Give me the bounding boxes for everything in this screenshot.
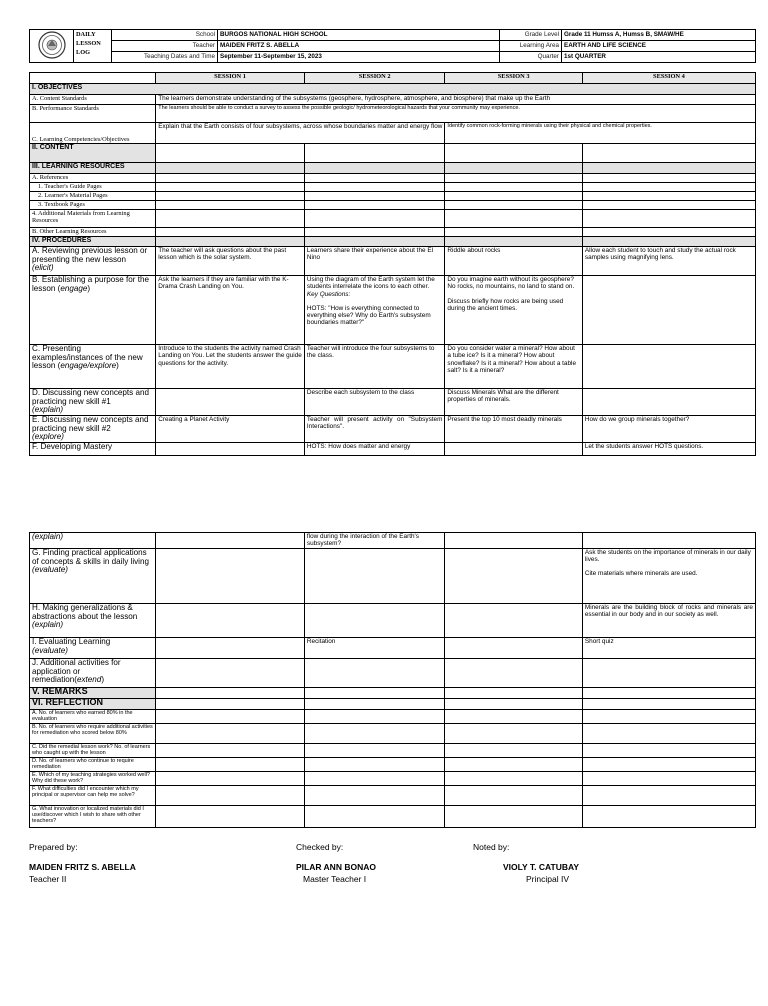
title-line-1: DAILY [76,31,96,38]
session-4-header: SESSION 4 [582,73,755,84]
resources-heading: III. LEARNING RESOURCES [30,163,156,174]
proc-a-label: A. Reviewing previous lesson or presenting the new lesson (elicit) [30,247,156,276]
proc-g-label: G. Finding practical applications of concepts & skills in daily living (evaluate) [30,549,156,604]
school-seal [30,30,74,63]
prepared-by-label: Prepared by: [29,842,78,852]
proc-a-s1: The teacher will ask questions about the past lesson which is the solar system. [156,247,305,276]
dates-label: Teaching Dates and Time [112,52,218,63]
proc-f-s2: HOTS: How does matter and energy [304,443,445,456]
lesson-table-page-2 [29,532,756,828]
proc-g-s4: Ask the students on the importance of minerals in our daily lives. Cite materials where minerals are used. [582,549,755,604]
proc-d-s4 [582,389,755,416]
lesson-table-page-1 [29,72,756,456]
references-label: A. References [30,174,156,183]
reflection-f: F. What difficulties did I encounter which my principal or supervisor can help me solve? [30,786,156,806]
remarks-heading: V. REMARKS [30,688,156,699]
proc-d-s2: Describe each subsystem to the class [304,389,445,416]
additional-materials-label: 4. Additional Materials from Learning Resources [30,210,156,228]
dates-value: September 11-September 15, 2023 [218,52,500,63]
proc-b-s4 [582,276,755,345]
area-label: Learning Area [500,41,562,52]
proc-c-s2: Teacher will introduce the four subsystems to the class. [304,345,445,389]
proc-f-s2-cont: flow during the interaction of the Earth's subsystem? [304,533,445,549]
proc-i-label: I. Evaluating Learning (evaluate) [30,638,156,659]
checked-by-title: Master Teacher I [303,874,367,884]
title-line-2: LESSON [76,40,101,47]
proc-h-label: H. Making generalizations & abstractions about the lesson (explain) [30,604,156,638]
blank-corner [30,73,156,84]
quarter-value: 1st QUARTER [562,52,756,63]
content-standards-value: The learners demonstrate understanding of the subsystems (geosphere, hydrosphere, atmosphere, and biosphere) that make up the Earth [156,95,756,105]
proc-e-s3: Present the top 10 most deadly minerals [445,416,582,443]
content-s3 [445,144,582,163]
proc-d-s1 [156,389,305,416]
proc-c-label: C. Presenting examples/instances of the new lesson (engage/explore) [30,345,156,389]
proc-f-tag: (explain) [30,533,156,549]
textbook-pages-label: 3. Textbook Pages [30,201,156,210]
procedures-heading: IV. PROCEDURES [30,237,156,247]
proc-e-s4: How do we group minerals together? [582,416,755,443]
reflection-e: E. Which of my teaching strategies worked well? Why did these work? [30,772,156,786]
proc-d-s3: Discuss Minerals What are the different properties of minerals. [445,389,582,416]
proc-a-s3: Riddle about rocks [445,247,582,276]
grade-label: Grade Level [500,30,562,41]
proc-f-label: F. Developing Mastery [30,443,156,456]
proc-j-label: J. Additional activities for application or remediation(extend) [30,659,156,688]
noted-by-label: Noted by: [473,842,510,852]
competency-label: C. Learning Competencies/Objectives [30,123,156,144]
teacher-label: Teacher [112,41,218,52]
proc-f-s4: Let the students answer HOTS questions. [582,443,755,456]
objectives-heading: I. OBJECTIVES [30,84,756,95]
content-s1 [156,144,305,163]
session-2-header: SESSION 2 [304,73,445,84]
performance-standards-value: The learners should be able to conduct a survey to assess the possible geologic/ hydrometeorological hazards that your community may experience. [156,105,756,123]
performance-standards-label: B. Performance Standards [30,105,156,123]
competency-session-3: Identify common rock-forming minerals using their physical and chemical properties. [445,123,756,144]
proc-b-s1: Ask the learners if they are familiar with the K-Drama Crash Landing on You. [156,276,305,345]
noted-by-name: VIOLY T. CATUBAY [503,862,580,872]
reflection-a: A. No. of learners who earned 80% in the evaluation [30,710,156,724]
checked-by-name: PILAR ANN BONAO [296,862,376,872]
prepared-by-name: MAIDEN FRITZ S. ABELLA [29,862,136,872]
dll-title [74,30,112,63]
proc-b-label: B. Establishing a purpose for the lesson (engage) [30,276,156,345]
reflection-c: C. Did the remedial lesson work? No. of learners who caught up with the lesson [30,744,156,758]
school-label: School [112,30,218,41]
reflection-heading: VI. REFLECTION [30,699,156,710]
prepared-by-title: Teacher II [29,874,67,884]
tg-pages-label: 1. Teacher's Guide Pages [30,183,156,192]
session-3-header: SESSION 3 [445,73,582,84]
other-resources-label: B. Other Learning Resources [30,228,156,237]
noted-by-title: Principal IV [526,874,569,884]
content-standards-label: A. Content Standards [30,95,156,105]
reflection-b: B. No. of learners who require additional activities for remediation who scored below 80% [30,724,156,744]
session-1-header: SESSION 1 [156,73,305,84]
proc-b-s2: Using the diagram of the Earth system let the students interrelate the icons to each other. Key Questions: HOTS: "How is everything connected to everything else? Why do Earth's subsystem boundaries matter?" [304,276,445,345]
proc-e-label: E. Discussing new concepts and practicing new skill #2 (explore) [30,416,156,443]
proc-a-s2: Learners share their experience about the El Nino [304,247,445,276]
content-heading: II. CONTENT [30,144,156,163]
header-table [29,29,756,63]
grade-value: Grade 11 Humss A, Humss B, SMAW/HE [562,30,756,41]
checked-by-label: Checked by: [296,842,344,852]
proc-i-s4: Short quiz [582,638,755,659]
proc-c-s4 [582,345,755,389]
competency-session-1: Explain that the Earth consists of four subsystems, across whose boundaries matter and energy flow [156,123,445,144]
quarter-label: Quarter [500,52,562,63]
proc-i-s2: Recitation [304,638,445,659]
reflection-d: D. No. of learners who continue to require remediation [30,758,156,772]
content-s2 [304,144,445,163]
lm-pages-label: 2. Learner's Material Pages [30,192,156,201]
proc-d-label: D. Discussing new concepts and practicing new skill #1 (explain) [30,389,156,416]
area-value: EARTH AND LIFE SCIENCE [562,41,756,52]
teacher-value: MAIDEN FRITZ S. ABELLA [218,41,500,52]
proc-e-s1: Creating a Planet Activity [156,416,305,443]
proc-f-s1 [156,443,305,456]
proc-f-s3 [445,443,582,456]
proc-a-s4: Allow each student to touch and study the actual rock samples using magnifying lens. [582,247,755,276]
title-line-3: LOG [76,49,90,56]
proc-c-s3: Do you consider water a mineral? How about a tube ice? Is it a mineral? How about snowflake? Is it a mineral? How about a table salt? Is it a mineral? [445,345,582,389]
reflection-g: G. What innovation or localized materials did I use/discover which I wish to share with other teachers? [30,806,156,828]
school-value: BURGOS NATIONAL HIGH SCHOOL [218,30,500,41]
content-s4 [582,144,755,163]
seal-icon [32,30,72,60]
proc-b-s3: Do you imagine earth without its geosphere? No rocks, no mountains, no land to stand on. Discuss briefly how rocks are being used during the ancient times. [445,276,582,345]
proc-e-s2: Teacher will present activity on "Subsystem Interactions". [304,416,445,443]
proc-c-s1: Introduce to the students the activity named Crash Landing on You. Let the students answer the guide questions for the activity. [156,345,305,389]
proc-h-s4: Minerals are the building block of rocks and minerals are essential in our body and in our society as well. [582,604,755,638]
